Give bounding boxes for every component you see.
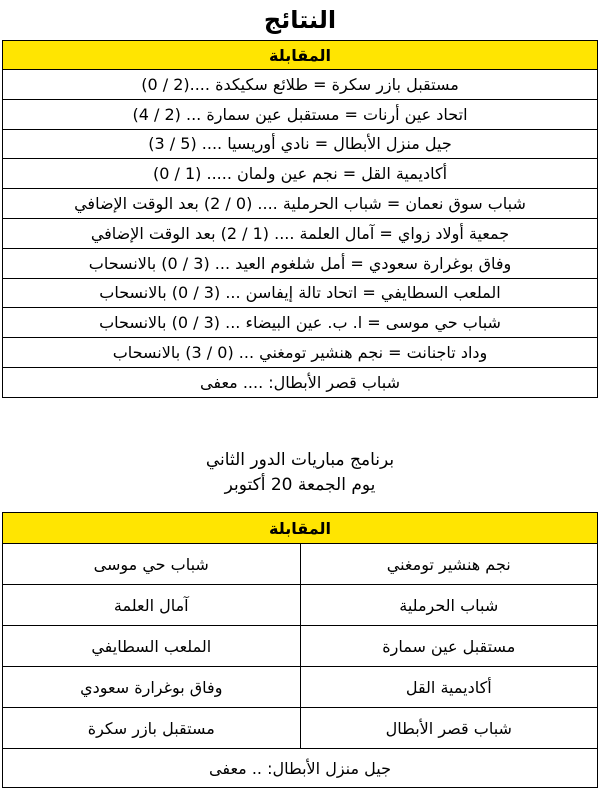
program-title-line1: برنامج مباريات الدور الثاني [205, 450, 395, 470]
table-row [3, 585, 598, 626]
result-cell: الملعب السطايفي = اتحاد تالة إيفاسن ... (3 / 0) بالانسحاب [3, 278, 598, 308]
away-team-cell: وفاق بوغرارة سعودي [3, 667, 301, 708]
table-row [3, 667, 598, 708]
program-title-line2: يوم الجمعة 20 أكتوبر [224, 475, 376, 495]
table-row [3, 189, 598, 219]
result-cell: وداد تاجنانت = نجم هنشير تومغني ... (0 / 3) بالانسحاب [3, 338, 598, 368]
bye-cell: جيل منزل الأبطال: .. معفى [3, 749, 598, 788]
result-cell: شباب حي موسى = ا. ب. عين البيضاء ... (3 / 0) بالانسحاب [3, 308, 598, 338]
home-team-cell: أكاديمية القل [300, 667, 598, 708]
table-row [3, 70, 598, 100]
program-title [0, 448, 600, 498]
table-row [3, 626, 598, 667]
table-row [3, 99, 598, 129]
table-row [3, 708, 598, 749]
results-header: المقابلة [3, 41, 598, 70]
away-team-cell: شباب حي موسى [3, 544, 301, 585]
program-header: المقابلة [3, 513, 598, 544]
program-header-row [3, 513, 598, 544]
results-header-row [3, 41, 598, 70]
table-row [3, 338, 598, 368]
table-row [3, 544, 598, 585]
result-cell: شباب سوق نعمان = شباب الحرملية .... (0 / 2) بعد الوقت الإضافي [3, 189, 598, 219]
page-title: النتائج [263, 6, 337, 34]
home-team-cell: شباب قصر الأبطال [300, 708, 598, 749]
table-row [3, 278, 598, 308]
away-team-cell: آمال العلمة [3, 585, 301, 626]
home-team-cell: شباب الحرملية [300, 585, 598, 626]
result-cell: أكاديمية القل = نجم عين ولمان ..... (1 / 0) [3, 159, 598, 189]
result-cell: وفاق بوغرارة سعودي = أمل شلغوم العيد ... (3 / 0) بالانسحاب [3, 248, 598, 278]
results-table [2, 40, 598, 398]
result-cell: شباب قصر الأبطال: .... معفى [3, 367, 598, 397]
table-row [3, 129, 598, 159]
table-row [3, 308, 598, 338]
result-cell: اتحاد عين أرنات = مستقبل عين سمارة ... (2 / 4) [3, 99, 598, 129]
away-team-cell: الملعب السطايفي [3, 626, 301, 667]
program-table [2, 512, 598, 788]
result-cell: جيل منزل الأبطال = نادي أوريسيا .... (5 / 3) [3, 129, 598, 159]
home-team-cell: مستقبل عين سمارة [300, 626, 598, 667]
table-row [3, 367, 598, 397]
result-cell: مستقبل بازر سكرة = طلائع سكيكدة ....(2 / 0) [3, 70, 598, 100]
table-row [3, 749, 598, 788]
home-team-cell: نجم هنشير تومغني [300, 544, 598, 585]
table-row [3, 159, 598, 189]
away-team-cell: مستقبل بازر سكرة [3, 708, 301, 749]
table-row [3, 248, 598, 278]
result-cell: جمعية أولاد زواي = آمال العلمة .... (1 / 2) بعد الوقت الإضافي [3, 218, 598, 248]
table-row [3, 218, 598, 248]
